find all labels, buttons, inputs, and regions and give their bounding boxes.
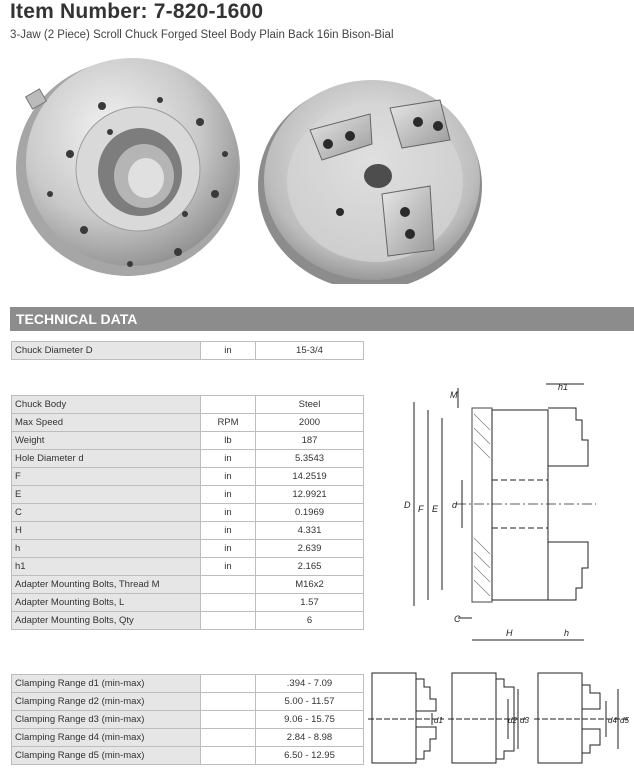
section-title: TECHNICAL DATA <box>16 311 138 327</box>
spec-value: 6.50 - 12.95 <box>256 747 364 765</box>
spec-value: 15-3/4 <box>256 342 364 360</box>
table-row <box>12 540 364 558</box>
spec-unit <box>201 612 256 630</box>
table-row <box>12 414 364 432</box>
spec-label: Clamping Range d3 (min-max) <box>12 711 201 729</box>
spec-value: 2.84 - 8.98 <box>256 729 364 747</box>
spec-label: H <box>12 522 201 540</box>
dim-label-d4: d4 <box>608 716 617 725</box>
spec-unit: RPM <box>201 414 256 432</box>
spec-label: Chuck Body <box>12 396 201 414</box>
spec-value: 14.2519 <box>256 468 364 486</box>
table-row <box>12 729 364 747</box>
product-description: 3-Jaw (2 Piece) Scroll Chuck Forged Steel Body Plain Back 16in Bison-Bial <box>10 29 394 41</box>
spec-label: E <box>12 486 201 504</box>
spec-value: .394 - 7.09 <box>256 675 364 693</box>
spec-unit: in <box>201 450 256 468</box>
clamp-drawing-d4-d5 <box>534 673 630 763</box>
spec-label: h <box>12 540 201 558</box>
spec-label: C <box>12 504 201 522</box>
spec-unit: in <box>201 504 256 522</box>
table-row <box>12 675 364 693</box>
table-row <box>12 486 364 504</box>
spec-value: 2000 <box>256 414 364 432</box>
spec-value: 4.331 <box>256 522 364 540</box>
clamping-range-drawings <box>368 669 630 769</box>
table-row <box>12 450 364 468</box>
table-row <box>12 612 364 630</box>
spec-unit <box>201 396 256 414</box>
spec-unit <box>201 711 256 729</box>
spec-unit <box>201 576 256 594</box>
product-photos <box>10 44 620 284</box>
spec-table-clamping <box>11 674 364 765</box>
spec-value: 2.165 <box>256 558 364 576</box>
spec-label: Max Speed <box>12 414 201 432</box>
spec-value: 9.06 - 15.75 <box>256 711 364 729</box>
clamp-drawing-d1 <box>368 673 444 763</box>
table-row <box>12 558 364 576</box>
dim-label-d1: d1 <box>434 716 443 725</box>
table-row <box>12 504 364 522</box>
dim-label-F: F <box>418 504 424 514</box>
spec-value: 1.57 <box>256 594 364 612</box>
spec-label: Adapter Mounting Bolts, L <box>12 594 201 612</box>
table-row <box>12 468 364 486</box>
spec-value: 12.9921 <box>256 486 364 504</box>
clamp-drawing-d2-d3 <box>448 673 529 763</box>
spec-unit: in <box>201 468 256 486</box>
dim-label-H: H <box>506 628 513 638</box>
spec-label: Hole Diameter d <box>12 450 201 468</box>
dim-label-D: D <box>404 500 411 510</box>
spec-value: 187 <box>256 432 364 450</box>
dim-label-h1: h1 <box>558 382 569 392</box>
spec-unit <box>201 693 256 711</box>
dim-label-E: E <box>432 504 439 514</box>
spec-label: Weight <box>12 432 201 450</box>
table-row <box>12 396 364 414</box>
spec-value: 2.639 <box>256 540 364 558</box>
spec-value: 0.1969 <box>256 504 364 522</box>
spec-label: Clamping Range d5 (min-max) <box>12 747 201 765</box>
spec-unit <box>201 594 256 612</box>
spec-unit: in <box>201 540 256 558</box>
spec-label: Clamping Range d1 (min-max) <box>12 675 201 693</box>
spec-label: Clamping Range d2 (min-max) <box>12 693 201 711</box>
table-row <box>12 594 364 612</box>
spec-label: Adapter Mounting Bolts, Thread M <box>12 576 201 594</box>
table-row <box>12 747 364 765</box>
spec-value: Steel <box>256 396 364 414</box>
spec-table-main <box>11 395 364 630</box>
spec-label: h1 <box>12 558 201 576</box>
table-row <box>12 576 364 594</box>
chuck-front-photo <box>258 80 482 284</box>
table-row <box>12 432 364 450</box>
spec-label: Clamping Range d4 (min-max) <box>12 729 201 747</box>
table-row <box>12 522 364 540</box>
dim-label-d: d <box>452 500 458 510</box>
spec-value: 5.3543 <box>256 450 364 468</box>
section-header <box>10 307 634 331</box>
spec-unit: in <box>201 522 256 540</box>
spec-label: F <box>12 468 201 486</box>
spec-unit: in <box>201 342 256 360</box>
spec-label: Adapter Mounting Bolts, Qty <box>12 612 201 630</box>
table-row <box>12 342 364 360</box>
spec-unit: in <box>201 486 256 504</box>
dim-label-M: M <box>450 390 458 400</box>
spec-value: 6 <box>256 612 364 630</box>
dim-label-C: C <box>454 614 461 624</box>
spec-unit <box>201 675 256 693</box>
spec-value: 5.00 - 11.57 <box>256 693 364 711</box>
chuck-back-photo <box>16 58 240 276</box>
spec-unit: lb <box>201 432 256 450</box>
table-row <box>12 711 364 729</box>
table-row <box>12 693 364 711</box>
spec-unit <box>201 747 256 765</box>
dim-label-d2: d2 <box>508 716 517 725</box>
item-number-title: Item Number: 7-820-1600 <box>10 0 264 23</box>
spec-unit <box>201 729 256 747</box>
spec-label: Chuck Diameter D <box>12 342 201 360</box>
spec-unit: in <box>201 558 256 576</box>
spec-table-diameter <box>11 341 364 360</box>
dim-label-h: h <box>564 628 570 638</box>
spec-value: M16x2 <box>256 576 364 594</box>
dim-label-d5: d5 <box>620 716 629 725</box>
dim-label-d3: d3 <box>520 716 529 725</box>
chuck-dimension-drawing <box>396 378 624 650</box>
